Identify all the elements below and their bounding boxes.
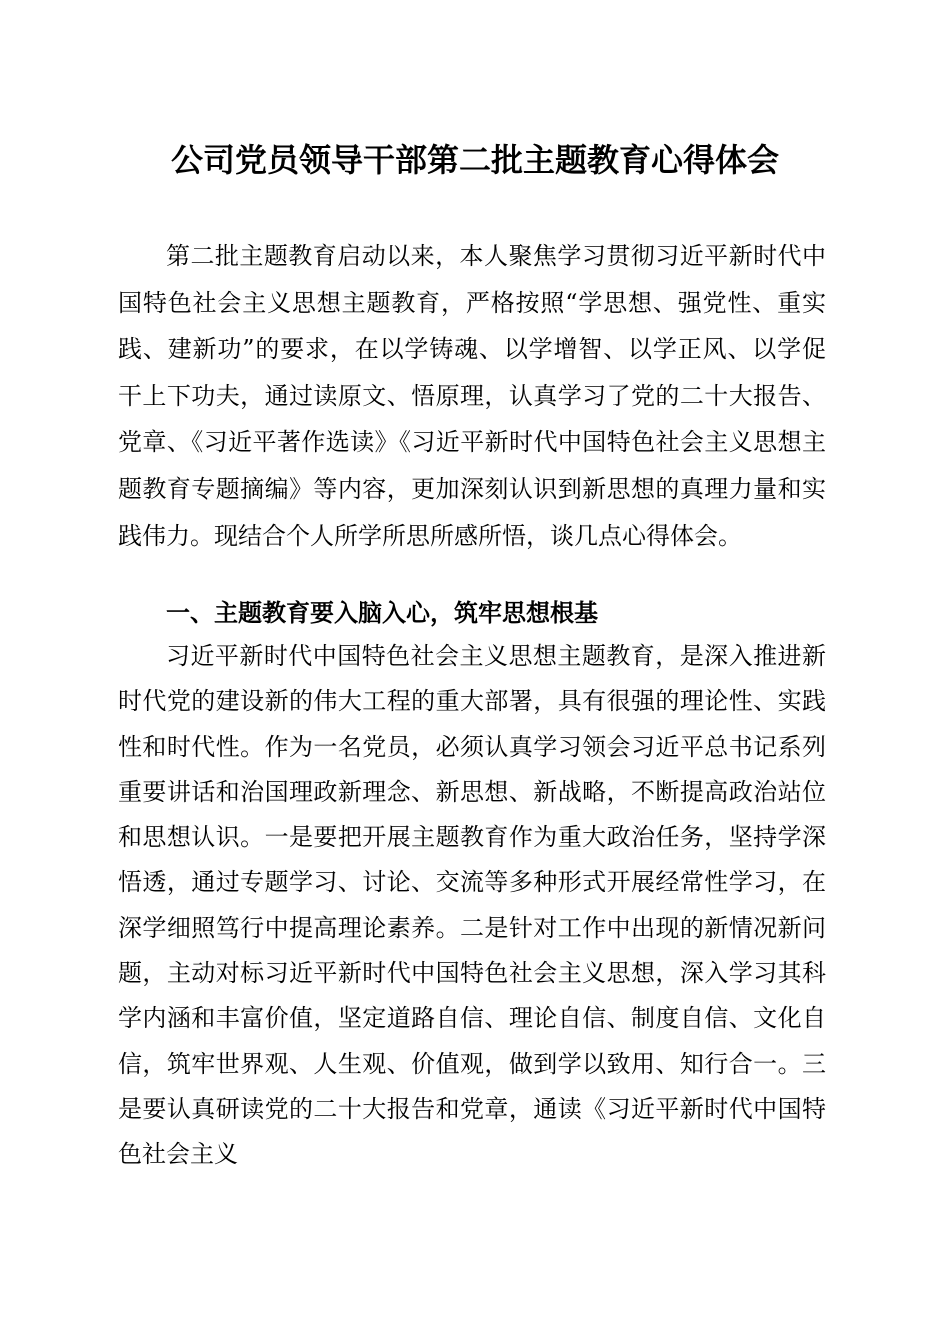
section-1-paragraph: 习近平新时代中国特色社会主义思想主题教育，是深入推进新时代党的建设新的伟大工程的重大部署，具有很强的理论性、实践性和时代性。作为一名党员，必须认真学习领会习近平总书记系列重要讲话和治国理政新理念、新思想、新战略，不断提高政治站位和思想认识。一是要把开展主题教育作为重大政治任务，坚持学深悟透，通过专题学习、讨论、交流等多种形式开展经常性学习，在深学细照笃行中提高理论素养。二是针对工作中出现的新情况新问题，主动对标习近平新时代中国特色社会主义思想，深入学习其科学内涵和丰富价值，坚定道路自信、理论自信、制度自信、文化自信，筑牢世界观、人生观、价值观，做到学以致用、知行合一。三是要认真研读党的二十大报告和党章，通读《习近平新时代中国特色社会主义 bbox=[118, 642, 826, 1169]
document-title: 公司党员领导干部第二批主题教育心得体会 bbox=[170, 141, 779, 179]
section-heading-1: 一、主题教育要入脑入心，筑牢思想根基 bbox=[166, 599, 598, 627]
intro-paragraph: 第二批主题教育启动以来，本人聚焦学习贯彻习近平新时代中国特色社会主义思想主题教育，严格按照“学思想、强党性、重实践、建新功”的要求，在以学铸魂、以学增智、以学正风、以学促干上下功夫，通过读原文、悟原理，认真学习了党的二十大报告、党章、《习近平著作选读》《习近平新时代中国特色社会主义思想主题教育专题摘编》等内容，更加深刻认识到新思想的真理力量和实践伟力。现结合个人所学所思所感所悟，谈几点心得体会。 bbox=[118, 242, 826, 550]
